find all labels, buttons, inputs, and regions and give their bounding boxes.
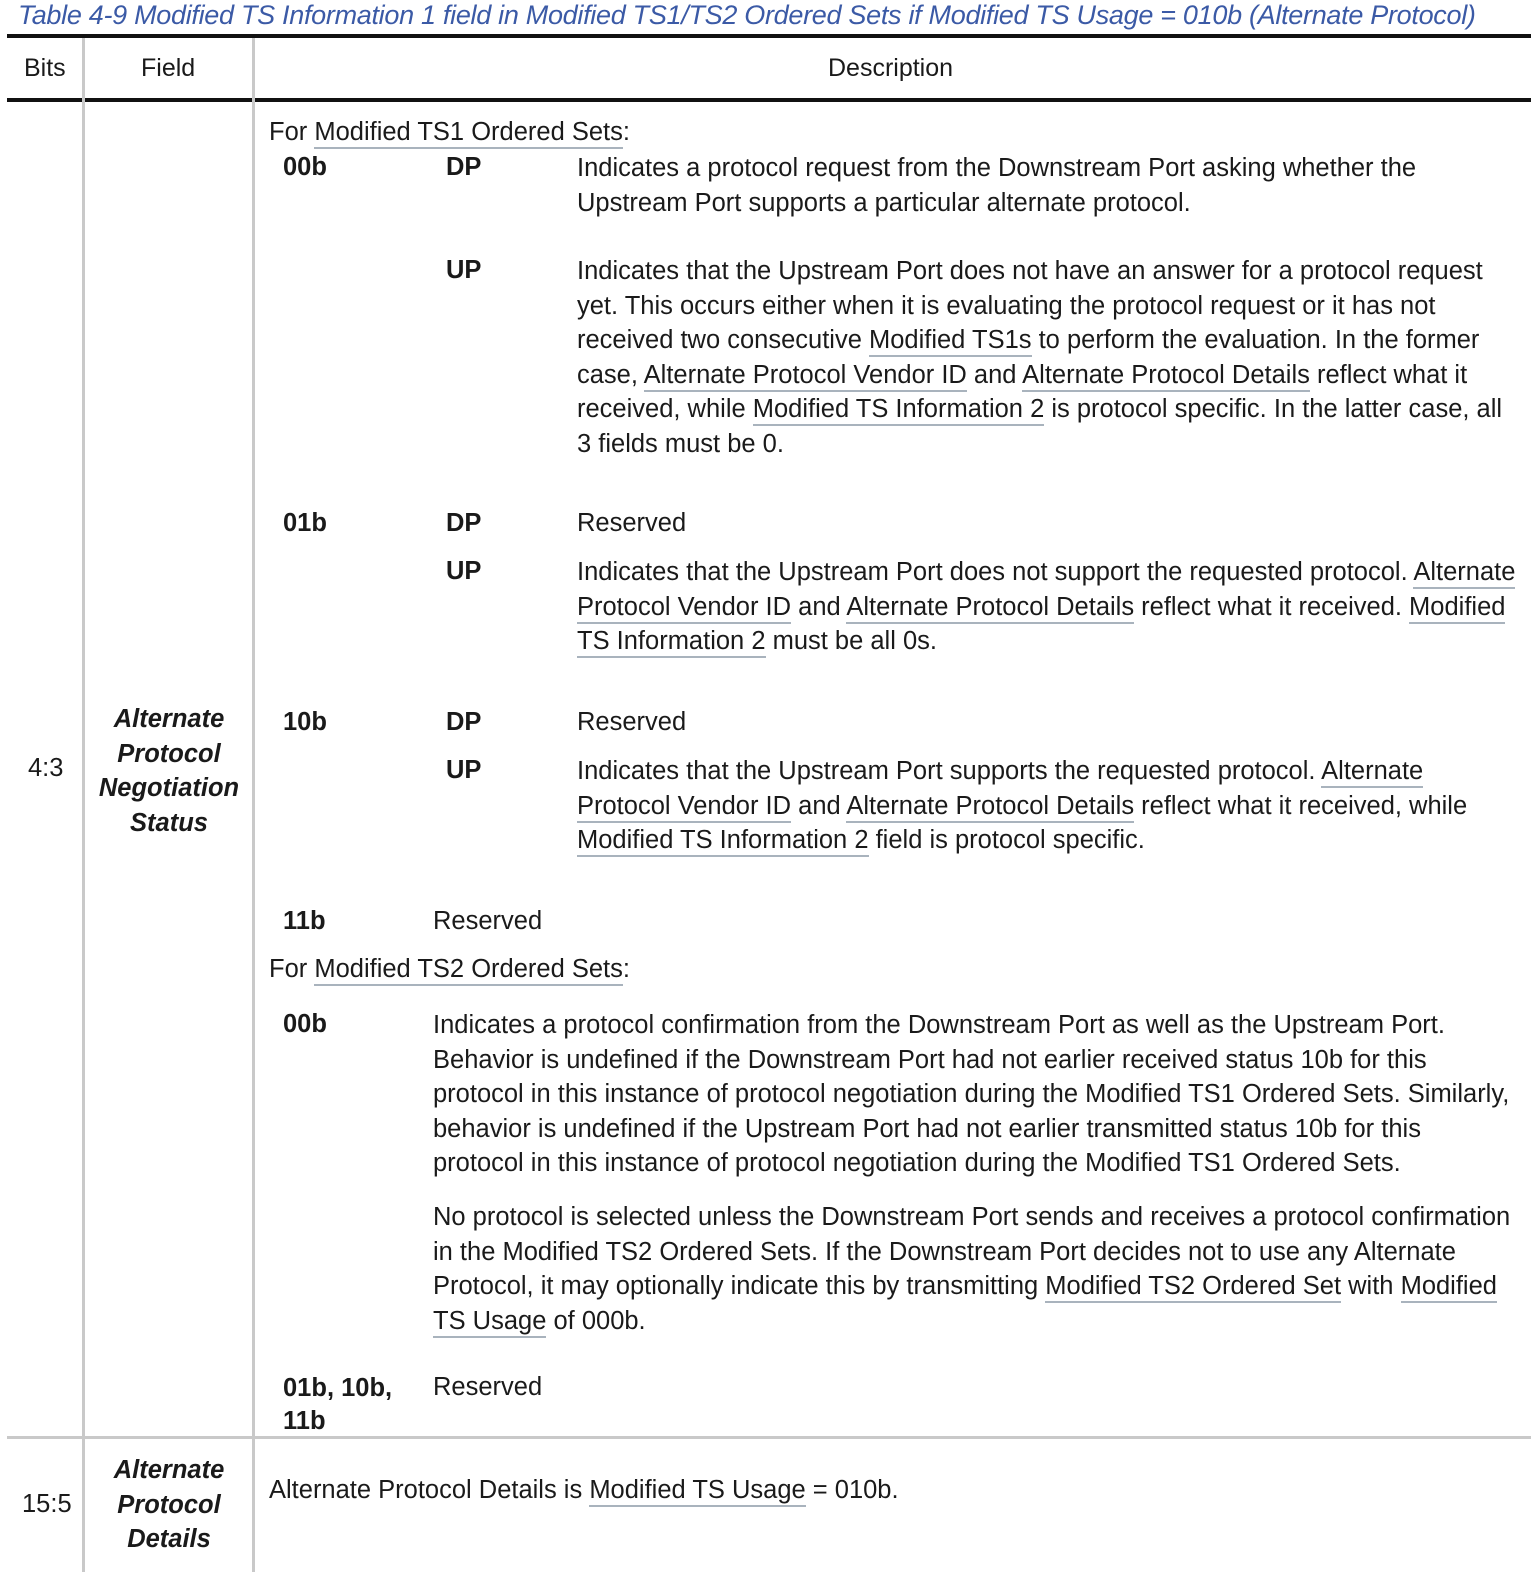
ts1-10b-dp-label: DP xyxy=(446,708,482,736)
ts2-00b-desc-p1: Indicates a protocol confirmation from the Downstream Port as well as the Upstream Port. Behavior is undefined if the Downstream Port had not earlier received status 10b for this protocol in this instance of protocol negotiation during the Modified TS1 Ordered Sets. Similarly, behavior is undefined if the Upstream Port had not earlier transmitted status 10b for this protocol in this instance of protocol negotiation during the Modified TS1 Ordered Sets. xyxy=(433,1011,1510,1177)
ts1-10b-up-desc: Indicates that the Upstream Port supports the requested protocol. Alternate Protocol Vendor ID and Alternate Protocol Details reflect what it received, while Modified TS Information 2 field is protocol specific. xyxy=(577,754,1497,858)
ts1-00b-dp-label: DP xyxy=(446,153,482,181)
row2-desc: Alternate Protocol Details is Modified TS Usage = 010b. xyxy=(269,1476,899,1505)
row1-field: Alternate Protocol Negotiation Status xyxy=(98,705,240,837)
ts1-01b-up-desc: Indicates that the Upstream Port does not support the requested protocol. Alternate Protocol Vendor ID and Alternate Protocol Details reflect what it received. Modified TS Information 2 must be all 0s. xyxy=(577,555,1527,659)
ts2-intro: For Modified TS2 Ordered Sets: xyxy=(269,955,630,984)
ts2-00b-desc-p2: No protocol is selected unless the Downstream Port sends and receives a protocol confirmation in the Modified TS2 Ordered Sets. If the Downstream Port decides not to use any Alternate Protocol, it may optionally indicate this by transmitting Modified TS2 Ordered Set with Modified TS Usage of 000b. xyxy=(433,1200,1523,1338)
header-field: Field xyxy=(141,54,196,82)
ts1-intro: For Modified TS1 Ordered Sets: xyxy=(269,118,630,147)
ts1-01b-dp-desc: Reserved xyxy=(577,509,687,537)
ts2-intro-link: Modified TS2 Ordered Sets xyxy=(314,955,623,986)
top-rule xyxy=(7,34,1531,38)
ts2-code-00b: 00b xyxy=(283,1010,327,1038)
ts1-00b-dp-desc: Indicates a protocol request from the Downstream Port asking whether the Upstream Port supports a particular alternate protocol. xyxy=(577,154,1417,217)
ts1-01b-dp-label: DP xyxy=(446,509,482,537)
ts2-other-desc: Reserved xyxy=(433,1373,543,1401)
ts1-10b-dp-desc: Reserved xyxy=(577,708,687,736)
row2-bits: 15:5 xyxy=(22,1490,72,1518)
ts2-code-other: 01b, 10b, 11b xyxy=(283,1374,393,1435)
ts1-intro-link: Modified TS1 Ordered Sets xyxy=(314,118,623,149)
ts1-code-00b: 00b xyxy=(283,153,327,181)
ts1-code-10b: 10b xyxy=(283,708,327,736)
header-description: Description xyxy=(828,54,954,82)
ts1-00b-up-desc: Indicates that the Upstream Port does not have an answer for a protocol request yet. This occurs either when it is evaluating the protocol request or it has not received two consecutive Modified TS1s to perform the evaluation. In the former case, Alternate Protocol Vendor ID and Alternate Protocol Details reflect what it received, while Modified TS Information 2 is protocol specific. In the latter case, all 3 fields must be 0. xyxy=(577,257,1503,458)
ts1-01b-up-label: UP xyxy=(446,557,482,585)
header-rule xyxy=(7,98,1531,102)
ts1-code-01b: 01b xyxy=(283,509,327,537)
table-caption: Table 4-9 Modified TS Information 1 field in Modified TS1/TS2 Ordered Sets if Modified TS Usage = 010b (Alternate Protocol) xyxy=(18,0,1476,30)
row2-field: Alternate Protocol Details xyxy=(113,1456,225,1553)
header-bits: Bits xyxy=(24,54,66,82)
ts1-10b-up-label: UP xyxy=(446,756,482,784)
row-divider xyxy=(7,1436,1531,1439)
row1-bits: 4:3 xyxy=(28,754,64,782)
ts1-11b-desc: Reserved xyxy=(433,907,543,935)
ts1-code-11b: 11b xyxy=(283,907,326,935)
ts1-00b-up-label: UP xyxy=(446,256,482,284)
